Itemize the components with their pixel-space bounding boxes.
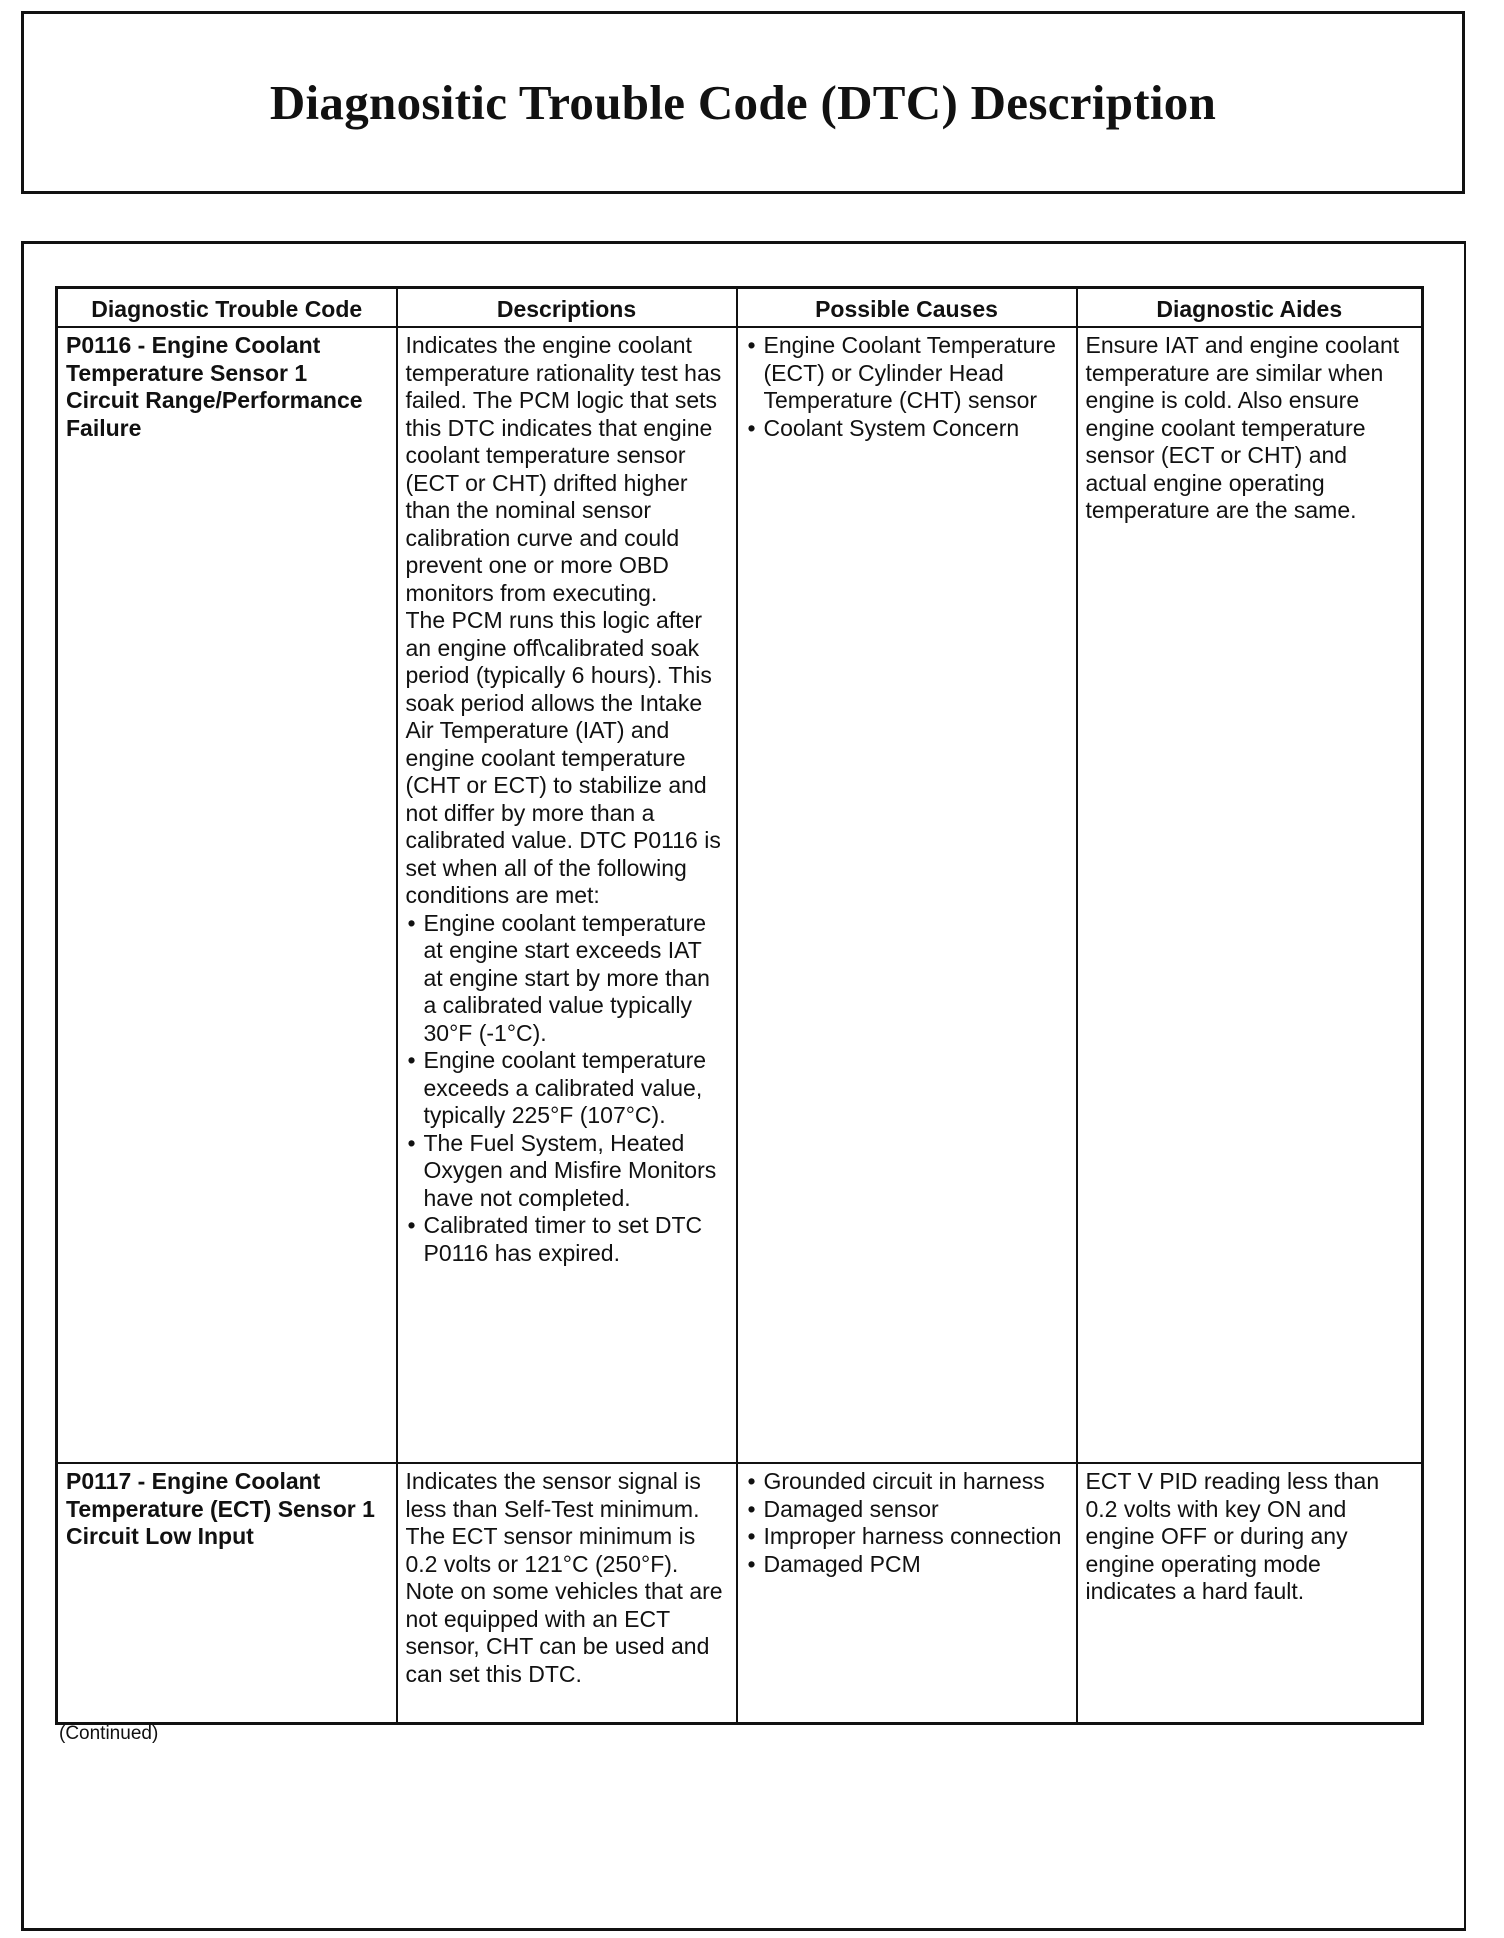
dtc-table xyxy=(55,286,1424,1725)
description-text-2: The PCM runs this logic after an engine off\calibrated soak period (typically 6 hours). This soak period allows the Intake Air Temperature (IAT) and engine coolant temperature (CHT or ECT) to stabilize and not differ by more than a calibrated value. DTC P0116 is set when all of the following conditions are met: xyxy=(405,607,721,908)
dtc-code-cell: P0117 - Engine Coolant Temperature (ECT) Sensor 1 Circuit Low Input xyxy=(57,1463,397,1723)
dtc-code-cell: P0116 - Engine Coolant Temperature Sensor 1 Circuit Range/Performance Failure xyxy=(57,327,397,1463)
list-item: • Calibrated timer to set DTC P0116 has expired. xyxy=(406,1212,726,1267)
page-title: Diagnositic Trouble Code (DTC) Description xyxy=(269,75,1217,130)
list-item: • The Fuel System, Heated Oxygen and Misfire Monitors have not completed. xyxy=(406,1130,726,1213)
aides-cell: ECT V PID reading less than 0.2 volts with key ON and engine OFF or during any engine operating mode indicates a hard fault. xyxy=(1077,1463,1423,1723)
list-item: • Engine coolant temperature exceeds a calibrated value, typically 225°F (107°C). xyxy=(406,1047,726,1130)
description-cell: Indicates the sensor signal is less than Self-Test minimum. The ECT sensor minimum is 0.2 volts or 121°C (250°F). Note on some vehicles that are not equipped with an ECT sensor, CHT can be used and can set this DTC. xyxy=(397,1463,737,1723)
column-header-code: Diagnostic Trouble Code xyxy=(57,288,397,328)
table-header-row xyxy=(57,288,1423,328)
table-row xyxy=(57,327,1423,1463)
list-item: • Damaged sensor xyxy=(746,1496,1066,1524)
causes-list xyxy=(746,1468,1066,1578)
list-item: • Engine coolant temperature at engine start exceeds IAT at engine start by more than a calibrated value typically 30°F (-1°C). xyxy=(406,910,726,1048)
title-box xyxy=(21,11,1465,194)
description-text: Indicates the engine coolant temperature rationality test has failed. The PCM logic that sets this DTC indicates that engine coolant temperature sensor (ECT or CHT) drifted higher than the nominal sensor calibration curve and could prevent one or more OBD monitors from executing. xyxy=(405,332,722,606)
causes-cell xyxy=(737,1463,1077,1723)
column-header-aides: Diagnostic Aides xyxy=(1077,288,1423,328)
list-item: • Damaged PCM xyxy=(746,1551,1066,1579)
table-row xyxy=(57,1463,1423,1723)
content-frame xyxy=(21,241,1466,1931)
causes-list xyxy=(746,332,1066,442)
column-header-causes: Possible Causes xyxy=(737,288,1077,328)
aides-cell: Ensure IAT and engine coolant temperature are similar when engine is cold. Also ensure engine coolant temperature sensor (ECT or CHT) and actual engine operating temperature are the same. xyxy=(1077,327,1423,1463)
causes-cell xyxy=(737,327,1077,1463)
list-item: • Engine Coolant Temperature (ECT) or Cylinder Head Temperature (CHT) sensor xyxy=(746,332,1066,415)
column-header-descriptions: Descriptions xyxy=(397,288,737,328)
description-cell xyxy=(397,327,737,1463)
conditions-list xyxy=(406,910,726,1268)
list-item: • Grounded circuit in harness xyxy=(746,1468,1066,1496)
continued-note: (Continued) xyxy=(59,1723,159,1744)
list-item: • Coolant System Concern xyxy=(746,415,1066,443)
list-item: • Improper harness connection xyxy=(746,1523,1066,1551)
